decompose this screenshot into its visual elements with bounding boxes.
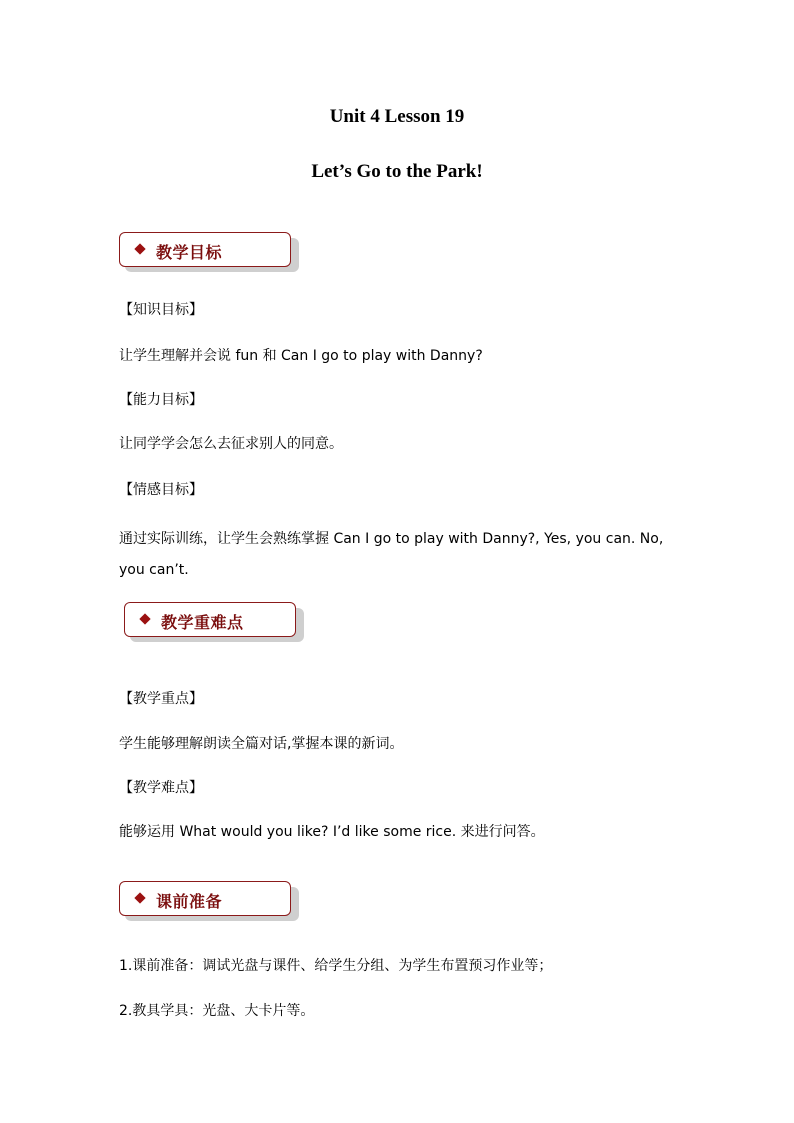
section-header-box [124, 602, 296, 637]
focus-heading: 【教学重点】 [119, 691, 203, 707]
section-header-box [119, 881, 291, 916]
section-label: 教学目标 [156, 243, 223, 262]
section-header-key-points [124, 602, 314, 648]
focus-text: 学生能够理解朗读全篇对话,掌握本课的新词。 [119, 736, 404, 752]
preparation-item-2: 2.教具学具：光盘、大卡片等。 [119, 1003, 315, 1019]
lesson-title: Unit 4 Lesson 19 [329, 106, 465, 127]
ability-text: 让同学学会怎么去征求别人的同意。 [119, 436, 343, 452]
difficulty-text: 能够运用 What would you like? I’d like some rice. 来进行问答。 [119, 824, 545, 840]
ability-heading: 【能力目标】 [119, 392, 203, 408]
preparation-item-1: 1.课前准备：调试光盘与课件、给学生分组、为学生布置预习作业等； [119, 958, 553, 974]
section-label: 教学重难点 [161, 613, 244, 632]
knowledge-heading: 【知识目标】 [119, 302, 203, 318]
section-header-preparation [119, 881, 309, 927]
diamond-icon [134, 243, 145, 254]
diamond-icon [134, 892, 145, 903]
emotion-heading: 【情感目标】 [119, 482, 203, 498]
diamond-icon [139, 613, 150, 624]
emotion-text: 通过实际训练，让学生会熟练掌握 Can I go to play with Danny?, Yes, you can. No, you can’t. [119, 531, 664, 578]
section-label: 课前准备 [156, 892, 223, 911]
section-header-objectives [119, 232, 309, 278]
knowledge-text: 让学生理解并会说 fun 和 Can I go to play with Danny? [119, 348, 483, 364]
section-header-box [119, 232, 291, 267]
difficulty-heading: 【教学难点】 [119, 780, 203, 796]
lesson-subtitle: Let’s Go to the Park! [311, 161, 483, 182]
